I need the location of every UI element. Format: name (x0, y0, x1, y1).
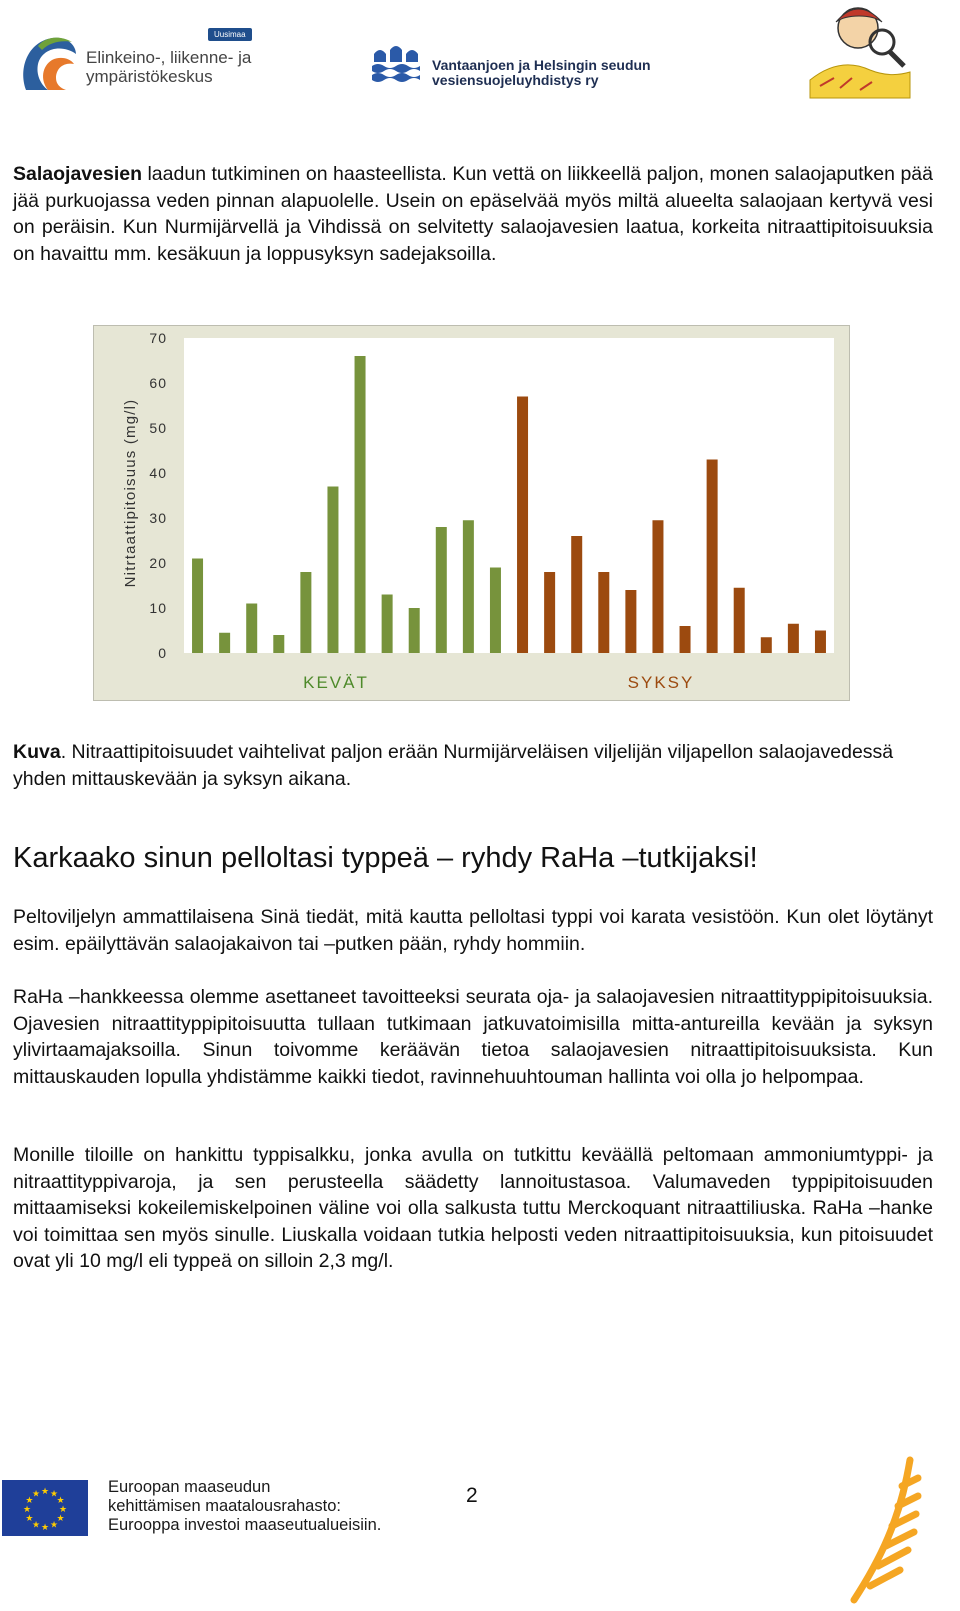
bar-autumn (517, 397, 528, 654)
eu-star-icon: ★ (49, 1519, 59, 1530)
bar-autumn (544, 572, 555, 653)
eu-line-1: Euroopan maaseudun (108, 1478, 271, 1496)
bar-autumn (734, 588, 745, 653)
region-badge: Uusimaa (208, 28, 252, 41)
y-tick-label: 50 (149, 420, 167, 436)
bar-spring (192, 559, 203, 654)
eu-star-icon: ★ (31, 1488, 41, 1499)
y-tick-label: 30 (149, 510, 167, 526)
researcher-mascot-illustration (800, 0, 920, 100)
figure-caption (13, 739, 933, 792)
paragraph-nitrogen-kit: Monille tiloille on hankittu typpisalkku, jonka avulla on tutkittu keväällä peltomaan ammoniumtyppi- ja nitraattityppivaroja, ja sen perusteella säädetty lannoitustasoa. Valumaveden typpipitoisuuden mittaamiseksi kokeilemiskelpoinen väline voi olla salkusta tuttu Merckoquant nitraattiliuska. RaHa –hanke voi toimittaa sen myös sinulle. Liuskalla voidaan tutkia helposti veden nitraattipitoisuuksia, kun pitoisuudet ovat yli 10 mg/l eli typpeä on silloin 2,3 mg/l. (13, 1144, 933, 1273)
eu-line-2: kehittämisen maatalousrahasto: (108, 1497, 341, 1515)
vhsy-name-line-2: vesiensuojeluyhdistys ry (432, 72, 599, 88)
bar-autumn (652, 520, 663, 653)
eu-star-icon: ★ (56, 1513, 65, 1523)
intro-bold-lead: Salaojavesien (13, 163, 142, 185)
vhsy-logo (372, 44, 422, 86)
paragraph-raha-project: RaHa –hankkeessa olemme asettaneet tavoitteeksi seurata oja- ja salaojavesien nitraattityppipitoisuuksia. Ojavesien nitraattityppipitoisuutta tullaan tutkimaan jatkuvatoimisilla mitta-antureilla kevään ja syksyn ylivirtaamajaksoilla. Sinun toivomme keräävän tietoa salaojavesien nitraattipitoisuuksista. Kun mittauskauden lopulla yhdistämme kaikki tiedot, ravinnehuuhtouman hallinta voi olla jo helpompaa. (13, 986, 933, 1088)
vhsy-name-line-1: Vantaanjoen ja Helsingin seudun (432, 57, 651, 73)
caption-text: . Nitraattipitoisuudet vaihtelivat paljon erään Nurmijärveläisen viljelijän viljapellon salaojavedessä yhden mittauskevään ja syksyn aikana. (13, 741, 894, 790)
ely-org-name (86, 48, 251, 86)
y-axis-label: Nitrtaattipitoisuus (mg/l) (122, 398, 139, 588)
bar-spring (327, 487, 338, 654)
y-tick-label: 20 (149, 555, 167, 571)
eu-line-3: Eurooppa investoi maaseutualueisiin. (108, 1516, 382, 1534)
y-tick-label: 0 (158, 645, 167, 661)
bar-autumn (625, 590, 636, 653)
eu-star-icon: ★ (40, 1522, 50, 1532)
paragraph-professional: Peltoviljelyn ammattilaisena Sinä tiedät, mitä kautta pelloltasi typpi voi karata vesistöön. Kun olet löytänyt esim. epäilyttävän salaojakaivon tai –putken pään, ryhdy hommiin. (13, 906, 933, 955)
eu-star-icon: ★ (25, 1513, 34, 1523)
rural-development-logo (840, 1440, 960, 1611)
y-tick-label: 70 (149, 330, 167, 346)
caption-bold-lead: Kuva (13, 741, 61, 763)
bar-spring (219, 633, 230, 653)
bar-spring (273, 635, 284, 653)
eu-flag-icon (2, 1480, 88, 1536)
eu-star-icon: ★ (22, 1504, 32, 1514)
bar-spring (436, 527, 447, 653)
bar-autumn (788, 624, 799, 653)
intro-text: laadun tutkiminen on haasteellista. Kun vettä on liikkeellä paljon, monen salaojaputken pää jää purkuojassa veden pinnan alapuolelle. Usein on epäselvää myös miltä alueelta salaojaan kertyvä vesi on peräisin. Kun Nurmijärvellä ja Vihdissä on selvitetty salaojavesien laatua, korkeita nitraattipitoisuuksia on havaittu mm. kesäkuun ja loppusyksyn sadejaksoilla. (13, 163, 933, 265)
y-tick-label: 60 (149, 375, 167, 391)
eu-funding-text (108, 1478, 381, 1535)
bar-autumn (815, 631, 826, 654)
bar-spring (355, 356, 366, 653)
vhsy-org-name (432, 58, 651, 88)
nitrate-bar-chart (93, 325, 850, 701)
ely-name-line-2: ympäristökeskus (86, 67, 213, 86)
bar-autumn (761, 637, 772, 653)
bar-spring (300, 572, 311, 653)
bar-spring (463, 520, 474, 653)
y-tick-label: 40 (149, 465, 167, 481)
eu-star-icon: ★ (31, 1519, 41, 1530)
eu-star-icon: ★ (40, 1486, 50, 1496)
eu-star-icon: ★ (56, 1495, 65, 1505)
intro-paragraph (13, 161, 933, 267)
bar-autumn (571, 536, 582, 653)
bar-spring (409, 608, 420, 653)
group-label-spring: KEVÄT (303, 673, 369, 692)
y-tick-label: 10 (149, 600, 167, 616)
bar-autumn (598, 572, 609, 653)
ely-name-line-1: Elinkeino-, liikenne- ja (86, 48, 252, 67)
eu-star-icon: ★ (25, 1495, 34, 1505)
bar-autumn (707, 460, 718, 654)
eu-star-icon: ★ (49, 1488, 59, 1499)
bar-spring (490, 568, 501, 654)
page-number: 2 (466, 1484, 478, 1507)
group-label-autumn: SYKSY (627, 673, 695, 692)
eu-star-icon: ★ (58, 1504, 68, 1514)
bar-spring (246, 604, 257, 654)
bar-spring (382, 595, 393, 654)
section-heading: Karkaako sinun pelloltasi typpeä – ryhdy RaHa –tutkijaksi! (13, 842, 758, 874)
bar-autumn (680, 626, 691, 653)
